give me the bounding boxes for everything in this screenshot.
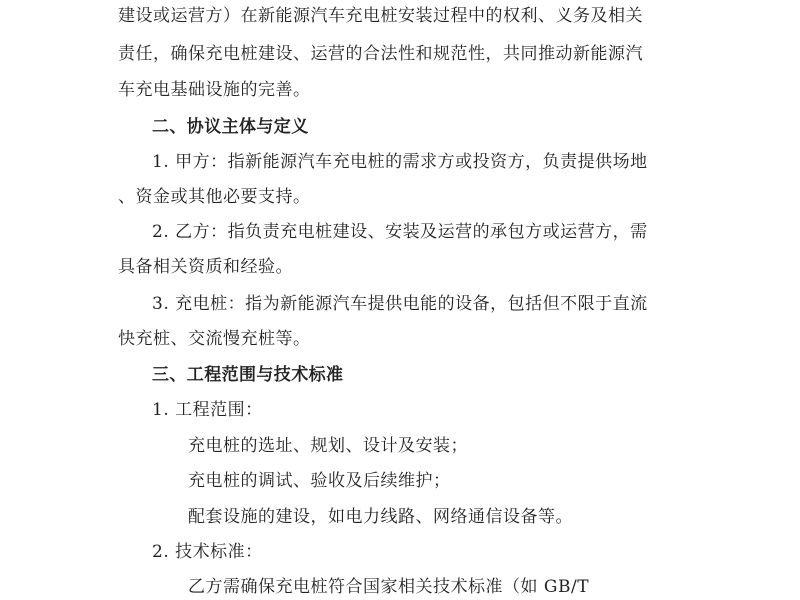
intro-line-3: 车充电基础设施的完善。 (118, 80, 311, 100)
intro-line-1: 建设或运营方）在新能源汽车充电桩安装过程中的权利、义务及相关 (118, 6, 643, 26)
definition-3-line-1: 3. 充电桩：指为新能源汽车提供电能的设备，包括但不限于直流 (152, 294, 648, 314)
section-2-heading: 二、协议主体与定义 (152, 117, 309, 137)
definition-1-line-1: 1. 甲方：指新能源汽车充电桩的需求方或投资方，负责提供场地 (152, 152, 648, 172)
standard-text: 乙方需确保充电桩符合国家相关技术标准（如 GB/T (188, 577, 590, 597)
definition-1-line-2: 、资金或其他必要支持。 (118, 187, 311, 207)
intro-line-2: 责任，确保充电桩建设、运营的合法性和规范性，共同推动新能源汽 (118, 44, 643, 64)
scope-item-2: 充电桩的调试、验收及后续维护； (188, 471, 451, 491)
scope-item-3: 配套设施的建设，如电力线路、网络通信设备等。 (188, 507, 573, 527)
definition-3-line-2: 快充桩、交流慢充桩等。 (118, 329, 311, 349)
definition-2-line-1: 2. 乙方：指负责充电桩建设、安装及运营的承包方或运营方，需 (152, 222, 648, 242)
standard-title: 2. 技术标准： (152, 542, 263, 562)
definition-2-line-2: 具备相关资质和经验。 (118, 257, 293, 277)
section-3-heading: 三、工程范围与技术标准 (152, 365, 344, 385)
scope-title: 1. 工程范围： (152, 400, 263, 420)
scope-item-1: 充电桩的选址、规划、设计及安装； (188, 436, 468, 456)
